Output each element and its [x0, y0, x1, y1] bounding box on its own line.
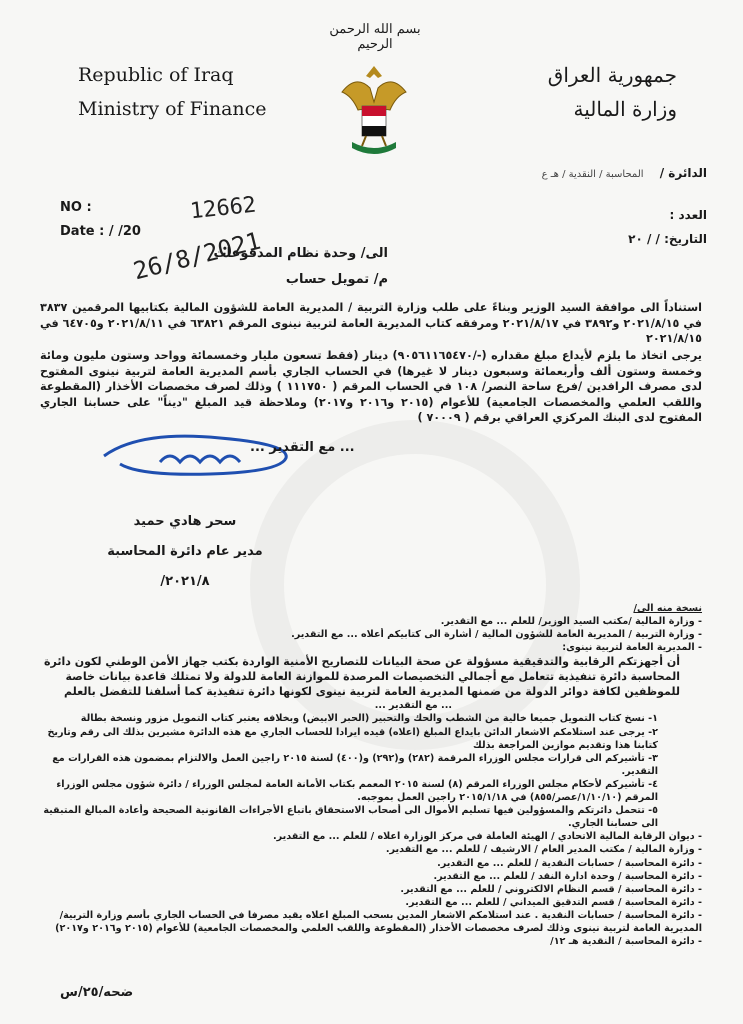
body-paragraph-1: استناداً الى موافقة السيد الوزير وبناءً على طلب وزارة التربية / المديرية العامة للشؤون المالية بكتابيها المرقمين ٣٨٣٧ في ٢٠٢١/٨/١٥ و٣٨٩٢ في ٢٠٢١/٨/١٧ ومرفقه كتاب المديرية العامة لتربية نينوى المرقم ٦٣٨٢١ في ٢٠٢١/٨/١١ و٦٤٧٠٥ في ٢٠٢١/٨/١٥ [40, 301, 703, 345]
copy-line: - دائرة المحاسبة / حسابات النقدية . عند استلامكم الاشعار المدين بسحب المبلغ اعلاه يقيد مصرفا في الحساب الجاري بأسم وزارة التربية/ المديرية العامة لتربية نينوى وذلك لصرف مخصصات الأخذار (المقطوعة واللقب العلمي والمخصصات الجامعية) للأعوام (٢٠١٥ و٢٠١٦ و٢٠١٧) [55, 909, 702, 934]
english-header [78, 58, 267, 126]
copy-closing: ... مع التقدير ... [374, 700, 452, 712]
copy-line: - دائرة المحاسبة / النقدية هـ ١٢/ [550, 936, 702, 948]
numbered-item: ٤- تأشيركم لأحكام مجلس الوزراء المرقم (٨) لسنة ٢٠١٥ المعمم بكتاب الأمانة العامة لمجلس الوزراء / دائرة شؤون مجلس الوزراء المرقم (١/١٠/١٠/عصر/٨٥٥) في ٢٠١٥/١/١٨ راجين العمل بموجبه. [56, 778, 658, 804]
copy-line: - وزارة التربية / المديرية العامة للشؤون المالية / أشارة الى كتابيكم أعلاه ... مع التقدير. [291, 629, 702, 641]
copy-line: - ديوان الرقابة المالية الاتحادي / الهيئة العاملة في مركز الوزارة اعلاه / للعلم ... مع التقدير. [272, 831, 702, 843]
footer-reference: ضحه/٢٥/س [60, 985, 134, 1000]
copy-line: - وزارة المالية / مكتب المدير العام / الارشيف / للعلم ... مع التقدير. [385, 844, 702, 856]
signatory-name: سحر هادي حميد [133, 514, 237, 529]
addressee: الى/ وحدة نظام المدفوعات [213, 246, 388, 261]
ministry-name-ar: وزارة المالية [573, 97, 677, 121]
date-label-ar: التاريخ: / / ٢٠ [628, 232, 707, 246]
basmala: بسم الله الرحمن الرحيم [329, 22, 421, 52]
signature-scribble-icon [100, 428, 300, 488]
number-label-ar: العدد : [669, 208, 707, 222]
numbered-item: ٥- تتحمل دائرتكم والمسؤولين فيها تسليم الأموال الى أصحاب الاستحقاق باتباع الأجراءات القانونية الصحيحة وأعادة المبالغ المتبقية الى حسابنا الجاري. [43, 805, 658, 830]
country-name-en: Republic of Iraq [78, 64, 234, 86]
copy-line: - دائرة المحاسبة / قسم النظام الالكتروني / للعلم ... مع التقدير. [400, 883, 702, 895]
copy-line: - دائرة المحاسبة / قسم التدقيق الميداني / للعلم ... مع التقدير. [405, 896, 702, 908]
handwritten-date: 26/8/2021 [130, 226, 264, 286]
copy-line: - وزارة المالية /مكتب السيد الوزير/ للعلم ... مع التقدير. [440, 616, 702, 628]
department-label: الدائرة / [659, 166, 707, 180]
closing-greeting: ... مع التقدير ... [250, 440, 355, 455]
numbered-item: ٣- تأشيركم الى قرارات مجلس الوزراء المرقمة (٢٨٢) و(٢٩٢) و(٤٠٠) لسنة ٢٠١٥ راجين العمل والالتزام بمضمون هذه القرارات مع التقدير. [52, 752, 658, 777]
copy-paragraph: أن أجهزتكم الرقابية والتدقيقية مسؤولة عن صحة البيانات للتصاريح الأمنية الواردة بكتب جهاز الأمن الوطني لكون دائرة المحاسبة دائرة تنفيذية تتعامل مع أجمالي التخصيصات المرصدة للموازنة العامة للدولة ولا تمتلك قاعدة بيانات خاصة للموظفين لكافة دوائر الدولة من ضمنها المديرية العامة لتربية نينوى لكونها دائرة تنفيذية كما أسلفنا للتفضل بالعلم [43, 655, 680, 699]
copy-line: - دائرة المحاسبة / وحدة ادارة النقد / للعلم ... مع التقدير. [433, 870, 702, 882]
arabic-header [548, 58, 677, 126]
ministry-name-en: Ministry of Finance [78, 98, 267, 120]
country-name-ar: جمهورية العراق [547, 63, 677, 87]
date-label-en: Date : / /20 [60, 224, 141, 239]
numbered-item: ٢- يرجى عند استلامكم الاشعار الدائن بايداع المبلغ (اعلاه) قيده ايرادا للحساب الجاري مع هذه الدائرة مشيرين بذلك الى رقم وتاريخ كتابنا هذا وتقديم موازين المراجعة بذلك [47, 726, 658, 751]
subject-line: م/ تمويل حساب [285, 272, 388, 287]
body-paragraph-2: يرجى اتخاذ ما يلزم لأيداع مبلغ مقداره (-/٩٠٥٦١١٦٥٤٧٠) دينار (فقط تسعون مليار وخمسمائة وواحد وستون مليون ومائة وخمسة وستون ألف وأربعمائة وسبعون دينار لا غيرها) في الحساب الجاري بأسم المديرية العامة لتربية نينوى المفتوح لدى مصرف الرافدين /فرع ساحة النصر/ ١٠٨ في الحساب المرقم ( ١١١٧٥٠ ) وذلك لصرف مخصصات الأخذار (المقطوعة واللقب العلمي والمخصصات الجامعية) للأعوام (٢٠١٥ و٢٠١٦ و٢٠١٧) وملاحظة قيد المبلغ "ديناً" على حسابنا الجاري المفتوح لدى البنك المركزي العراقي برقم ( ٧٠٠٠٩ ) [40, 349, 702, 424]
copies-heading: نسخة منه الى/ [633, 603, 702, 614]
department-value: المحاسبة / النقدية / هـ ع [541, 169, 644, 180]
department-line [542, 166, 707, 180]
copy-line: - المديرية العامة لتربية نينوى: [562, 642, 702, 654]
number-label-en: NO : [60, 200, 92, 215]
iraq-eagle-emblem-icon [338, 62, 410, 166]
numbered-item: ١- نسخ كتاب التمويل جميعا خالية من الشطب والحك والتحبير (الحبر الابيض) وبخلافه يعتبر كتاب التمويل مزور ونسخة بطالة [80, 713, 658, 725]
signatory-title: مدير عام دائرة المحاسبة [107, 544, 263, 559]
signature-date: ٢٠٢١/٨/ [160, 574, 210, 589]
handwritten-number: 12662 [188, 192, 258, 225]
copies-section [40, 602, 702, 948]
copy-line: - دائرة المحاسبة / حسابات النقدية / للعلم ... مع التقدير. [437, 857, 702, 869]
